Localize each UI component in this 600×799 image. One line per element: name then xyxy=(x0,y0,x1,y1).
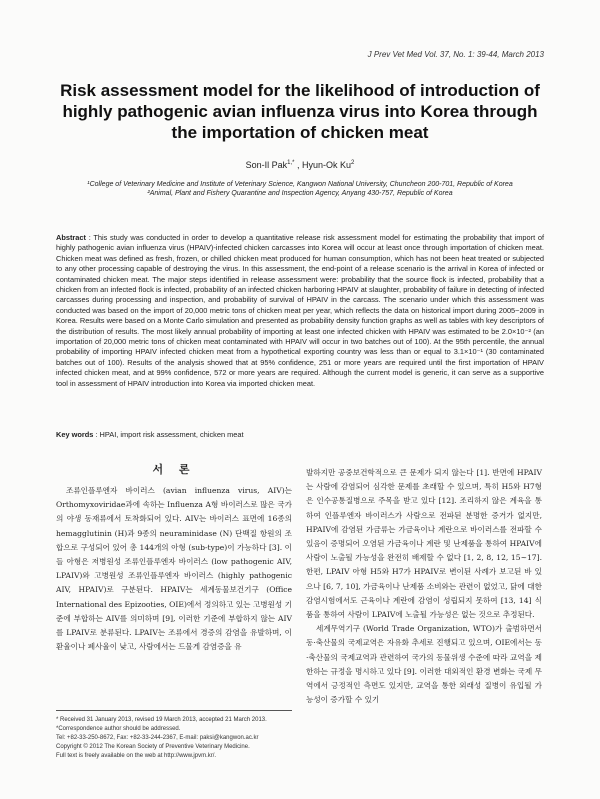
author-separator: , xyxy=(294,160,302,170)
footnote: Tel: +82-33-250-8672, Fax: +82-33-244-2367, E-mail: paksi@kangwon.ac.kr xyxy=(56,735,259,741)
footnotes xyxy=(56,716,296,761)
body-paragraph: 조류인플루엔자 바이러스 (avian influenza virus, AIV)는 Orthomyxoviridae과에 속하는 Influenza A형 바이러스로 많은 국가의 야생 동재류에서 토착화되어 있다. AIV는 바이러스 표면에 16종의 hemagglutinin (H)과 9종의 neuraminidase (N) 단백질 항원의 조합으로 구성되어 있어 총 144개의 아형 (sub-type)이 가능하다 [3]. 이들 아형은 저병원성 조류인플루엔자 바이러스 (low pathogenic AIV, LPAIV)와 고병원성 조류인플루엔자 바이러스 (highly pathogenic AIV, HPAIV)로 구분된다. HPAIV는 세계동물보건기구 (Office International des Epizooties, OIE)에서 정의하고 있는 고병원성 기준에 부합하는 AIV를 의미하며 [9], 이러한 기준에 부합하지 않는 AIV를 LPAIV로 분류된다. LPAIV는 조류에서 경증의 감염을 유발하며, 이환율이나 폐사율이 낮고, 사람에서는 드물게 감염증을 유 xyxy=(56,486,292,652)
footnote: Full text is freely available on the web at http://www.jpvm.kr/. xyxy=(56,753,217,759)
author-name: Son-Il Pak xyxy=(245,160,288,170)
author-superscript: 1,* xyxy=(287,160,295,166)
author-superscript: 2 xyxy=(351,160,355,166)
section-heading: 서 론 xyxy=(152,463,196,476)
abstract-text: : This study was conducted in order to develop a quantitative release risk assessment model for estimating the probability that import of highly pathogenic avian influenza virus (HPAIV)-infected chicken carcasses into Korea will occur at least once through importation of chicken meat. Chicken meat was defined as fresh, frozen, or chilled chicken meat produced for human consumption, which has not been heat treated or subjected to any other processing capable of destroying the virus. In this assessment, the end-point of a release scenario is the arrival in Korea of infected or contaminated chicken meat. The major steps identified in release assessment were: probability that the source flock is infected, probability that a chicken from an infected flock is infected, probability of an infected chicken harboring HPAIV at slaughter, probability of failure in detecting of infected carcasses during processing and inspection, and probability of survival of HPAIV in the carcass. The scenario under which this assessment was conducted was based on the import of 20,000 metric tons of chicken meat per year, which reflects the data on historical import during 2005~2009 in Korea. Results were based on a Monte Carlo simulation and presented as probability density function graphs as well as tables with key descriptors of the distribution of results. The most likely annual probability of importing at least one infected chicken with HPAIV was estimated to be 2.0×10⁻² (an importation of 20,000 metric tons of chicken meat contaminated with HPAIV will occur in two batches out of 100). At the 95th percentile, the annual probability of importing HPAIV infected chicken meat from a hypothetical exporting country was less than or equal to 3.1×10⁻¹ (30 contaminated batches out of 100). Results of the analysis showed that at 95% confidence, 251 or more years are required until the first importation of HPAIV infected chicken meat, and at 99% confidence, 572 or more years are required. Although the current model is generic, it can serve as a supportive tool in assessment of HPAIV introduction into Korea via imported chicken meat. xyxy=(56,233,544,388)
body-paragraph: 발하지만 공중보건학적으로 큰 문제가 되지 않는다 [1]. 반면에 HPAIV는 사람에 감염되어 심각한 문제를 초래할 수 있으며, 특히 H5와 H7형은 인수공통질병으로 주목을 받고 있다 [12]. 조리하지 않은 계육을 통하여 인플루엔자 바이러스가 사람으로 전파된 분명한 증거가 없지만, HPAIV에 감염된 가금류는 가금육이나 계란으로 바이러스를 전파할 수 있음이 증명되어 오염된 가금육이나 계란 및 난제품을 통하여 HPAIV에 사람이 노출될 가능성을 완전히 배제할 수 없다 [1, 2, 8, 12, 15~17]. 한편, LPAIV 아형 H5와 H7가 HPAIV로 변이된 사례가 보고된 바 있으나 [6, 7, 10], 가금육이나 난제품 소비와는 관련이 없었고, 닭에 대한 감염시험에서도 근육이나 계란에 감염이 성립되지 못하여 [13, 14] 식품을 통하여 사람이 LPAIV에 노출될 가능성은 없는 것으로 추정된다. xyxy=(306,468,542,620)
author-line xyxy=(0,160,600,170)
journal-reference: J Prev Vet Med Vol. 37, No. 1: 39-44, March 2013 xyxy=(367,50,544,59)
abstract xyxy=(56,233,544,389)
affiliation: ²Animal, Plant and Fishery Quarantine and Inspection Agency, Anyang 430-757, Republic of Korea xyxy=(147,190,453,197)
paper-title: Risk assessment model for the likelihood of introduction of highly pathogenic avian influenza virus into Korea through the importation of chicken meat xyxy=(60,81,540,142)
abstract-label: Abstract xyxy=(56,233,86,242)
keywords xyxy=(56,430,544,440)
keywords-label: Key words xyxy=(56,430,94,439)
author-name: Hyun-Ok Ku xyxy=(302,160,352,170)
footnote: *Correspondence author should be addressed. xyxy=(56,726,181,732)
keywords-text: : HPAI, import risk assessment, chicken meat xyxy=(93,430,244,439)
body-column-right xyxy=(306,466,542,707)
footnote: Copyright © 2012 The Korean Society of Preventive Veterinary Medicine. xyxy=(56,744,250,750)
body-column-left xyxy=(56,462,292,654)
footnote: * Received 31 January 2013, revised 19 March 2013, accepted 21 March 2013. xyxy=(56,717,267,723)
affiliations xyxy=(80,180,520,198)
body-paragraph: 세계무역기구 (World Trade Organization, WTO)가 출범하면서 동·축산물의 국제교역은 자유화 추세로 진행되고 있으며, OIE에서는 동·축산물의 국제교역과 관련하여 국가의 동물위생 수준에 따라 교역을 제한하는 규정을 명시하고 있다 [9]. 이러한 대외적인 환경 변화는 국제 무역에서 긍정적인 측면도 있지만, 교역을 통한 외래성 질병이 유입될 가능성이 증가할 수 있기 xyxy=(306,624,542,705)
footnote-divider xyxy=(56,710,292,711)
affiliation: ¹College of Veterinary Medicine and Institute of Veterinary Science, Kangwon National University, Chuncheon 200-701, Republic of Korea xyxy=(87,181,513,188)
